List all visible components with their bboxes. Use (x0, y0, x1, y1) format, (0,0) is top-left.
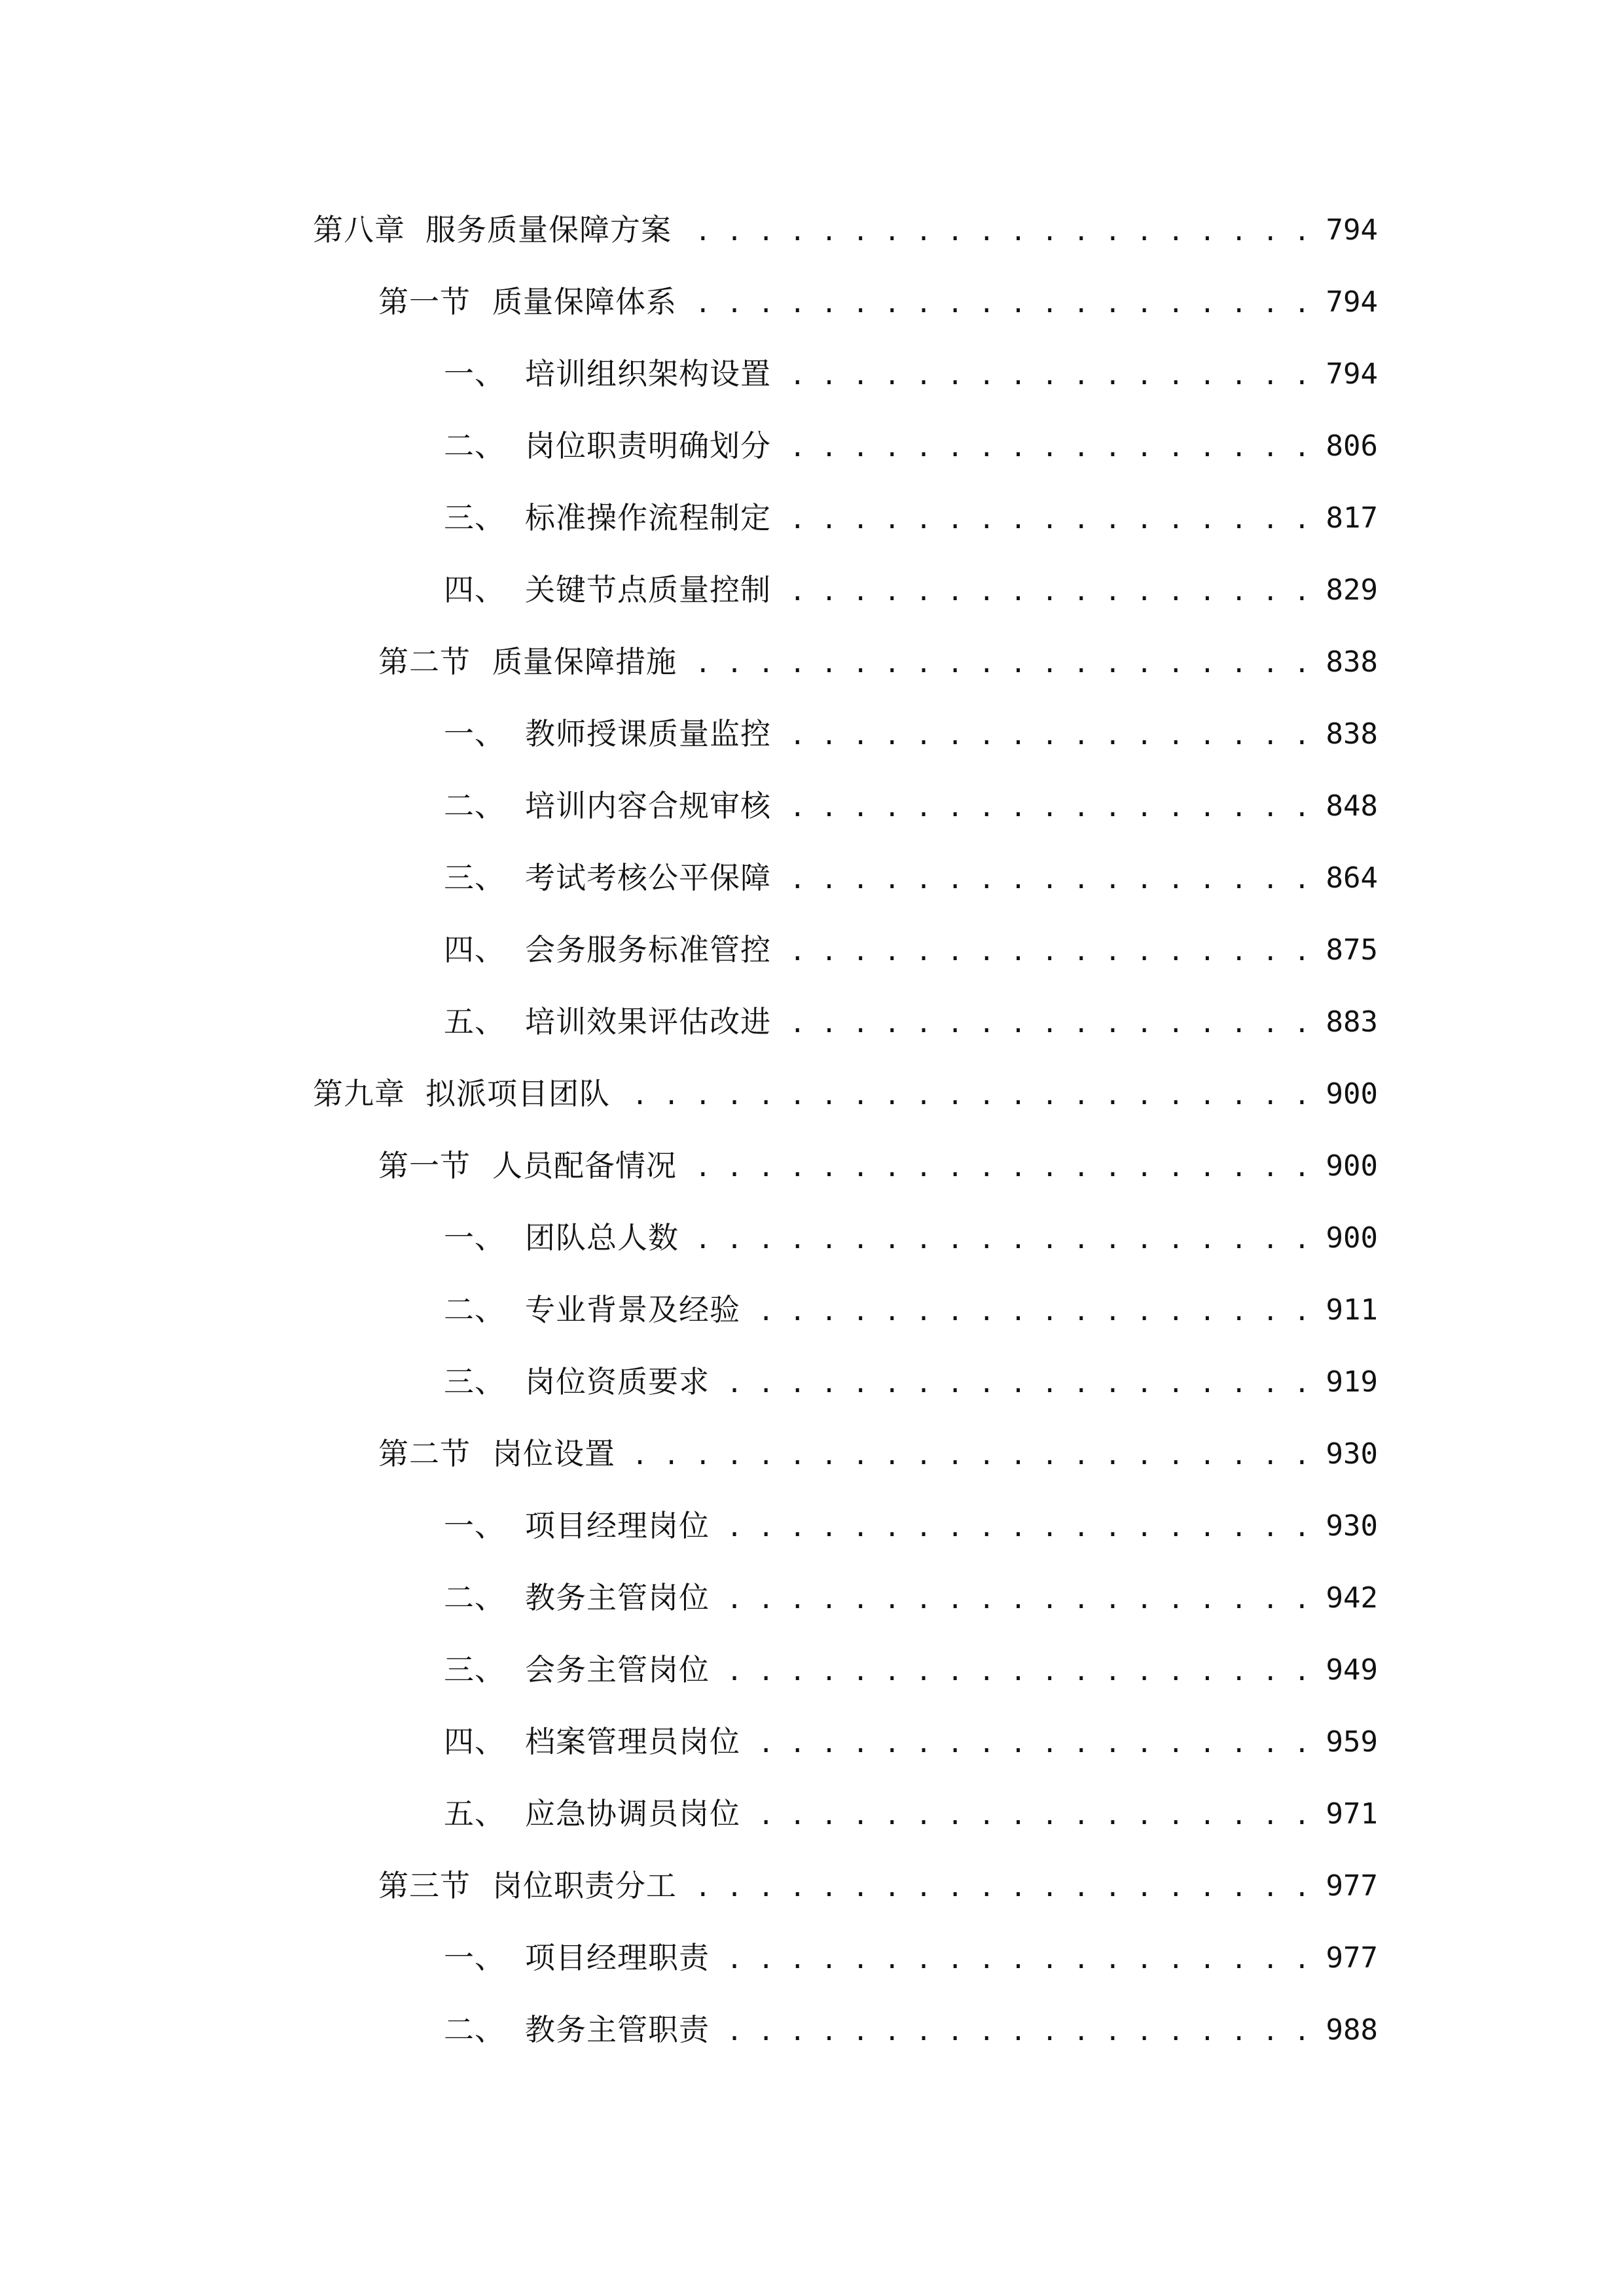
toc-entry-page-number: 949 (1326, 1653, 1378, 1687)
toc-entry-label: 第三节 (378, 1868, 471, 1903)
toc-entry-item[interactable] (0, 1634, 1624, 1706)
toc-entry-item[interactable] (0, 770, 1624, 842)
toc-entry-title: 岗位设置 (492, 1418, 624, 1490)
toc-entry-page-number: 988 (1326, 2013, 1378, 2047)
toc-entry-chapter[interactable] (0, 194, 1624, 266)
toc-entry-page-number: 875 (1326, 933, 1378, 967)
toc-entry-label: 四、 (444, 572, 505, 607)
toc-entry-label: 五、 (444, 1796, 505, 1831)
toc-entry-title: 教务主管岗位 (525, 1562, 719, 1634)
toc-entry-section[interactable] (0, 266, 1624, 338)
toc-entry-title: 标准操作流程制定 (525, 482, 780, 554)
toc-entry-title: 培训效果评估改进 (525, 986, 780, 1058)
toc-entry-page-number: 848 (1326, 789, 1378, 823)
toc-entry-page-number: 900 (1326, 1149, 1378, 1183)
toc-entry-title: 教务主管职责 (525, 1994, 719, 2066)
toc-entry-page-number: 942 (1326, 1581, 1378, 1615)
toc-entry-item[interactable] (0, 1994, 1624, 2066)
toc-entry-label: 二、 (444, 2012, 505, 2047)
toc-entry-page-number: 919 (1326, 1365, 1378, 1399)
toc-entry-title: 关键节点质量控制 (525, 554, 780, 626)
toc-entry-page-number: 838 (1326, 717, 1378, 751)
toc-entry-page-number: 829 (1326, 573, 1378, 607)
toc-entry-page-number: 959 (1326, 1725, 1378, 1759)
toc-entry-title: 岗位职责分工 (492, 1850, 686, 1922)
toc-entry-label: 第九章 (313, 1076, 405, 1111)
toc-entry-page-number: 838 (1326, 645, 1378, 679)
toc-entry-section[interactable] (0, 1850, 1624, 1922)
toc-entry-title: 考试考核公平保障 (525, 842, 780, 914)
toc-entry-item[interactable] (0, 1274, 1624, 1346)
toc-entry-title: 团队总人数 (525, 1202, 688, 1274)
toc-entry-page-number: 883 (1326, 1005, 1378, 1039)
toc-entry-label: 四、 (444, 932, 505, 967)
toc-entry-page-number: 977 (1326, 1941, 1378, 1975)
toc-entry-section[interactable] (0, 626, 1624, 698)
toc-entry-item[interactable] (0, 1562, 1624, 1634)
toc-entry-page-number: 806 (1326, 429, 1378, 463)
toc-entry-label: 第二节 (378, 644, 471, 679)
toc-entry-label: 二、 (444, 428, 505, 463)
toc-entry-item[interactable] (0, 338, 1624, 410)
toc-entry-page-number: 794 (1326, 357, 1378, 391)
toc-entry-label: 第一节 (378, 1148, 471, 1183)
toc-entry-item[interactable] (0, 842, 1624, 914)
toc-entry-item[interactable] (0, 1490, 1624, 1562)
toc-entry-label: 三、 (444, 1364, 505, 1399)
toc-entry-title: 项目经理岗位 (525, 1490, 719, 1562)
toc-entry-label: 二、 (444, 1292, 505, 1327)
toc-entry-item[interactable] (0, 914, 1624, 986)
toc-entry-label: 第二节 (378, 1436, 471, 1471)
toc-entry-page-number: 794 (1326, 285, 1378, 319)
toc-entry-title: 岗位资质要求 (525, 1346, 719, 1418)
toc-entry-title: 岗位职责明确划分 (525, 410, 780, 482)
toc-entry-item[interactable] (0, 698, 1624, 770)
toc-entry-item[interactable] (0, 986, 1624, 1058)
toc-entry-title: 教师授课质量监控 (525, 698, 780, 770)
toc-entry-title: 培训内容合规审核 (525, 770, 780, 842)
toc-entry-page-number: 971 (1326, 1797, 1378, 1831)
toc-entry-page-number: 794 (1326, 213, 1378, 247)
toc-entry-title: 应急协调员岗位 (525, 1778, 749, 1850)
toc-entry-section[interactable] (0, 1418, 1624, 1490)
toc-entry-title: 服务质量保障方案 (425, 194, 681, 266)
toc-entry-item[interactable] (0, 1922, 1624, 1994)
toc-entry-title: 档案管理员岗位 (525, 1706, 749, 1778)
toc-entry-item[interactable] (0, 1346, 1624, 1418)
toc-entry-item[interactable] (0, 410, 1624, 482)
toc-entry-item[interactable] (0, 554, 1624, 626)
toc-entry-label: 三、 (444, 860, 505, 895)
toc-entry-label: 四、 (444, 1724, 505, 1759)
toc-entry-page-number: 900 (1326, 1077, 1378, 1111)
toc-entry-item[interactable] (0, 1202, 1624, 1274)
toc-entry-item[interactable] (0, 482, 1624, 554)
toc-entry-section[interactable] (0, 1130, 1624, 1202)
toc-entry-title: 会务主管岗位 (525, 1634, 719, 1706)
toc-entry-title: 培训组织架构设置 (525, 338, 780, 410)
toc-entry-page-number: 900 (1326, 1221, 1378, 1255)
toc-entry-page-number: 817 (1326, 501, 1378, 535)
toc-entry-label: 二、 (444, 1580, 505, 1615)
toc-entry-page-number: 864 (1326, 861, 1378, 895)
toc-entry-label: 五、 (444, 1004, 505, 1039)
toc-entry-label: 一、 (444, 1220, 505, 1255)
toc-entry-title: 拟派项目团队 (425, 1058, 619, 1130)
toc-entry-title: 质量保障体系 (492, 266, 686, 338)
toc-entry-title: 会务服务标准管控 (525, 914, 780, 986)
toc-entry-title: 质量保障措施 (492, 626, 686, 698)
toc-entry-label: 第一节 (378, 284, 471, 319)
toc-entry-label: 二、 (444, 788, 505, 823)
toc-entry-label: 三、 (444, 1652, 505, 1687)
toc-entry-chapter[interactable] (0, 1058, 1624, 1130)
toc-entry-page-number: 977 (1326, 1869, 1378, 1903)
toc-entry-label: 一、 (444, 356, 505, 391)
toc-entry-label: 第八章 (313, 212, 405, 247)
toc-entry-label: 一、 (444, 1940, 505, 1975)
toc-entry-page-number: 930 (1326, 1437, 1378, 1471)
toc-entry-item[interactable] (0, 1706, 1624, 1778)
toc-entry-label: 一、 (444, 1508, 505, 1543)
toc-entry-label: 三、 (444, 500, 505, 535)
toc-entry-title: 专业背景及经验 (525, 1274, 749, 1346)
toc-entry-item[interactable] (0, 1778, 1624, 1850)
toc-entry-page-number: 930 (1326, 1509, 1378, 1543)
toc-entry-label: 一、 (444, 716, 505, 751)
toc-entry-page-number: 911 (1326, 1293, 1378, 1327)
toc-entry-title: 人员配备情况 (492, 1130, 686, 1202)
toc-entry-title: 项目经理职责 (525, 1922, 719, 1994)
